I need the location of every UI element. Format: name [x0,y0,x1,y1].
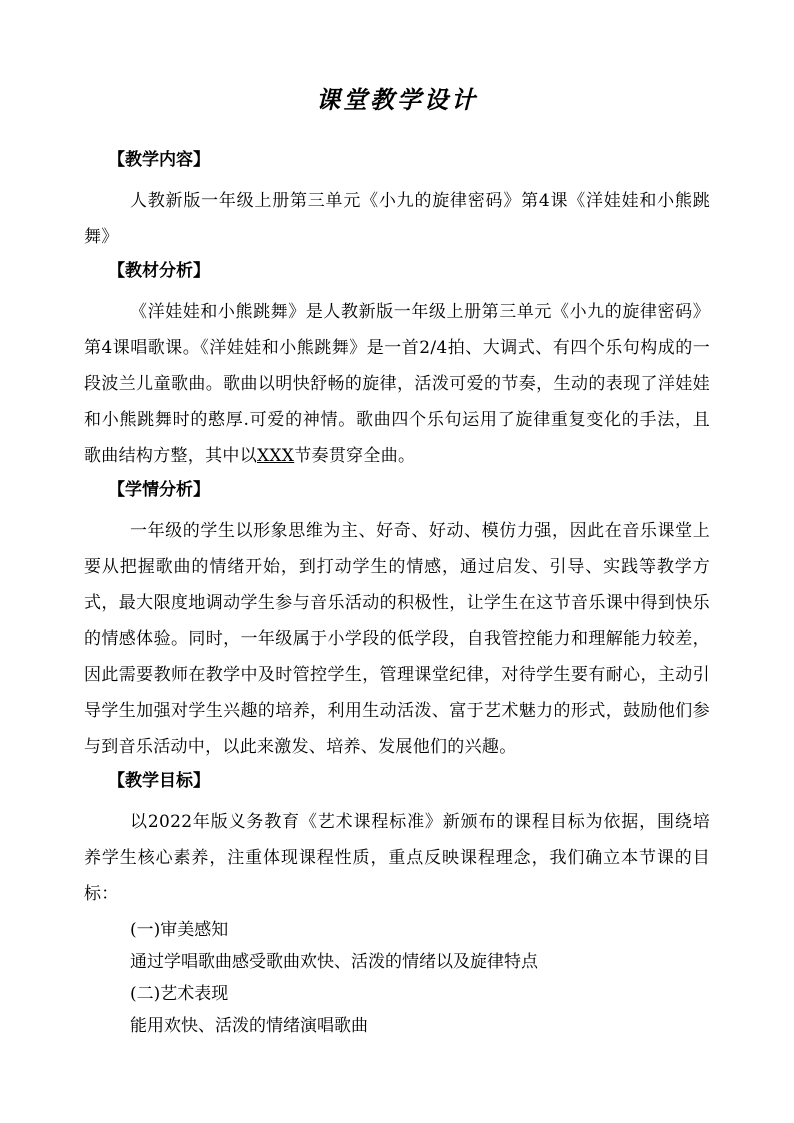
section-heading: 【学情分析】 [108,480,210,500]
section-teaching-content [84,148,710,255]
section-heading: 【教材分析】 [108,261,210,281]
section-paragraph: 人教新版一年级上册第三单元《小九的旋律密码》第4课《洋娃娃和小熊跳舞》 [84,191,710,247]
page-title: 课堂教学设计 [316,85,478,114]
goal-text: 能用欢快、活泼的情绪演唱歌曲 [130,1016,368,1036]
section-teaching-goals [84,769,710,1038]
goal-label: (二)艺术表现 [130,984,229,1004]
section-paragraph [84,294,710,474]
section-student-analysis [84,478,710,765]
section-paragraph: 以2022年版义务教育《艺术课程标准》新颁布的课程目标为依据，围绕培养学生核心素养，注重体现课程性质，重点反映课程理念，我们确立本节课的目标： [84,812,710,904]
section-material-analysis [84,259,710,474]
rhythm-pattern-text: XXX [257,446,295,466]
paragraph-text: 《洋娃娃和小熊跳舞》是人教新版一年级上册第三单元《小九的旋律密码》第4课唱歌课。《洋娃娃和小熊跳舞》是一首2/4拍、大调式、有四个乐句构成的一段波兰儿童歌曲。歌曲以明快舒畅的旋律，活泼可爱的节奏，生动的表现了洋娃娃和小熊跳舞时的憨厚.可爱的神情。歌曲四个乐句运用了旋律重复变化的手法，且歌曲结构方整，其中以 [84,302,710,466]
section-paragraph: 一年级的学生以形象思维为主、好奇、好动、模仿力强，因此在音乐课堂上要从把握歌曲的情绪开始，到打动学生的情感，通过启发、引导、实践等教学方式，最大限度地调动学生参与音乐活动的积极性，让学生在这节音乐课中得到快乐的情感体验。同时，一年级属于小学段的低学段，自我管控能力和理解能力较差，因此需要教师在教学中及时管控学生，管理课堂纪律，对待学生要有耐心，主动引导学生加强对学生兴趣的培养，利用生动活泼、富于艺术魅力的形式，鼓励他们参与到音乐活动中，以此来激发、培养、发展他们的兴趣。 [84,521,710,757]
goal-text: 通过学唱歌曲感受歌曲欢快、活泼的情绪以及旋律特点 [130,952,538,972]
section-heading: 【教学目标】 [108,771,210,791]
section-heading: 【教学内容】 [108,150,210,170]
goal-label: (一)审美感知 [130,920,229,940]
document-body [84,148,710,1046]
paragraph-text: 节奏贯穿全曲。 [294,446,416,466]
